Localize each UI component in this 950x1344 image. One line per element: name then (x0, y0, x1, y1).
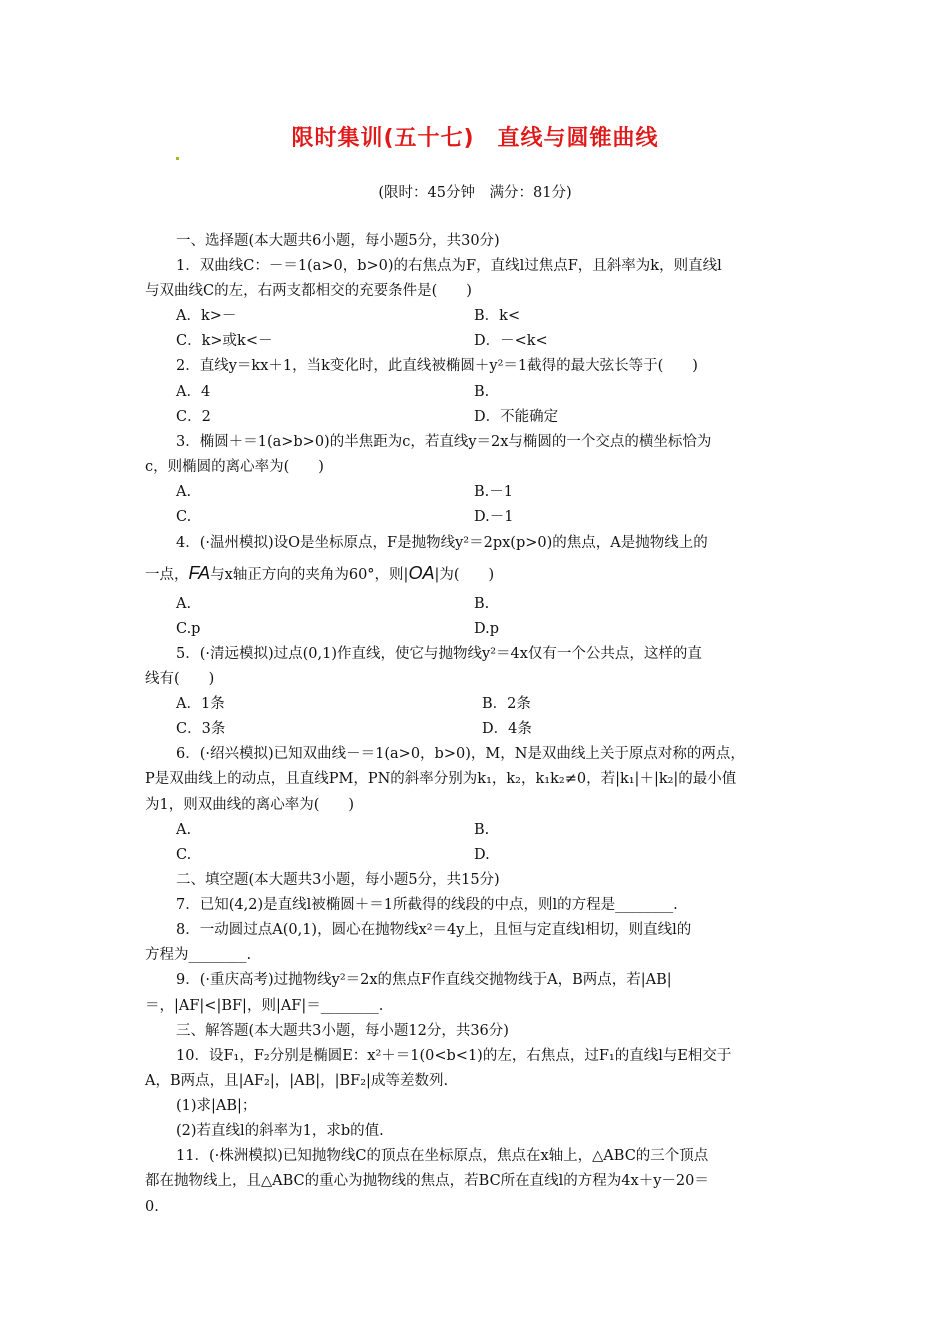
page-title: 限时集训(五十七) 直线与圆锥曲线 (291, 126, 659, 151)
q3-option-a: A. (176, 484, 192, 500)
question-11-line-2: 都在抛物线上，且△ABC的重心为抛物线的焦点，若BC所在直线l的方程为4x＋y－20＝ (145, 1173, 709, 1189)
section-heading-solutions: 三、解答题(本大题共3小题，每小题12分，共36分) (176, 1023, 509, 1039)
vector-oa: OA (408, 563, 435, 583)
question-4-line-2 (145, 563, 494, 585)
q5-option-d: D．4条 (482, 721, 532, 737)
speck (176, 157, 179, 160)
section-heading-fill-in: 二、填空题(本大题共3小题，每小题5分，共15分) (176, 872, 500, 888)
question-5-line-1: 5．(·清远模拟)过点(0,1)作直线，使它与抛物线y²＝4x仅有一个公共点，这样的直 (176, 646, 702, 662)
q2-option-c: C．2 (176, 409, 211, 425)
question-10-part-1: (1)求|AB|； (176, 1098, 257, 1114)
q1-option-c: C．k>或k<－ (176, 333, 273, 349)
q6-option-a: A. (176, 822, 192, 838)
q4-option-c: C.p (176, 621, 201, 637)
q2-option-d: D．不能确定 (474, 409, 559, 425)
q4-text-b: 与x轴正方向的夹角为60°，则| (210, 567, 409, 583)
question-10-part-2: (2)若直线l的斜率为1，求b的值. (176, 1123, 384, 1139)
q3-option-d: D.－1 (474, 509, 514, 525)
q3-option-c: C. (176, 509, 192, 525)
question-8-line-1: 8．一动圆过点A(0,1)，圆心在抛物线x²＝4y上，且恒与定直线l相切，则直线l的 (176, 922, 692, 938)
q6-option-d: D. (474, 847, 490, 863)
q5-option-a: A．1条 (176, 696, 225, 712)
q6-option-c: C. (176, 847, 192, 863)
question-9-line-2: ＝，|AF|<|BF|，则|AF|＝________. (145, 998, 384, 1014)
question-3-line-2: c，则椭圆的离心率为( ) (145, 459, 324, 475)
q4-text-c: |为( ) (434, 567, 495, 583)
question-10-line-1: 10．设F₁，F₂分别是椭圆E：x²＋＝1(0<b<1)的左，右焦点，过F₁的直线l与E相交于 (176, 1048, 732, 1064)
question-10-line-2: A，B两点，且|AF₂|，|AB|，|BF₂|成等差数列. (145, 1073, 449, 1089)
q2-option-b: B. (474, 384, 490, 400)
question-3-line-1: 3．椭圆＋＝1(a>b>0)的半焦距为c，若直线y＝2x与椭圆的一个交点的横坐标恰为 (176, 434, 712, 450)
q5-option-b: B．2条 (482, 696, 531, 712)
q4-option-b: B. (474, 596, 490, 612)
question-2-line-1: 2．直线y＝kx＋1，当k变化时，此直线被椭圆＋y²＝1截得的最大弦长等于( ) (176, 358, 698, 374)
section-heading-choice: 一、选择题(本大题共6小题，每小题5分，共30分) (176, 233, 500, 249)
q5-option-c: C．3条 (176, 721, 226, 737)
question-6-line-1: 6．(·绍兴模拟)已知双曲线－＝1(a>0，b>0)，M，N是双曲线上关于原点对称的两点， (176, 746, 745, 762)
time-limit-note: (限时：45分钟 满分：81分) (378, 185, 572, 201)
q1-option-b: B．k< (474, 308, 521, 324)
question-4-line-1: 4．(·温州模拟)设O是坐标原点，F是抛物线y²＝2px(p>0)的焦点，A是抛物线上的 (176, 535, 708, 551)
question-6-line-3: 为1，则双曲线的离心率为( ) (145, 797, 355, 813)
question-11-line-3: 0. (145, 1199, 159, 1215)
vector-fa: FA (188, 563, 211, 583)
q4-option-a: A. (176, 596, 192, 612)
q6-option-b: B. (474, 822, 490, 838)
q1-option-d: D．－<k< (474, 333, 548, 349)
q4-text-a: 一点， (145, 567, 189, 583)
question-1-line-1: 1．双曲线C：－＝1(a>0，b>0)的右焦点为F，直线l过焦点F，且斜率为k，则直线l (176, 258, 722, 274)
q4-option-d: D.p (474, 621, 499, 637)
q2-option-a: A．4 (176, 384, 211, 400)
question-9-line-1: 9．(·重庆高考)过抛物线y²＝2x的焦点F作直线交抛物线于A，B两点，若|AB| (176, 972, 672, 988)
question-11-line-1: 11．(·株洲模拟)已知抛物线C的顶点在坐标原点，焦点在x轴上，△ABC的三个顶点 (176, 1148, 709, 1164)
question-6-line-2: P是双曲线上的动点，且直线PM，PN的斜率分别为k₁，k₂，k₁k₂≠0，若|k₁|＋|k₂|的最小值 (145, 771, 737, 787)
question-8-line-2: 方程为________. (145, 947, 252, 963)
q3-option-b: B.－1 (474, 484, 513, 500)
question-7: 7．已知(4,2)是直线l被椭圆＋＝1所截得的线段的中点，则l的方程是________. (176, 897, 678, 913)
q1-option-a: A．k>－ (176, 308, 237, 324)
question-5-line-2: 线有( ) (145, 671, 215, 687)
question-1-line-2: 与双曲线C的左，右两支都相交的充要条件是( ) (145, 283, 472, 299)
